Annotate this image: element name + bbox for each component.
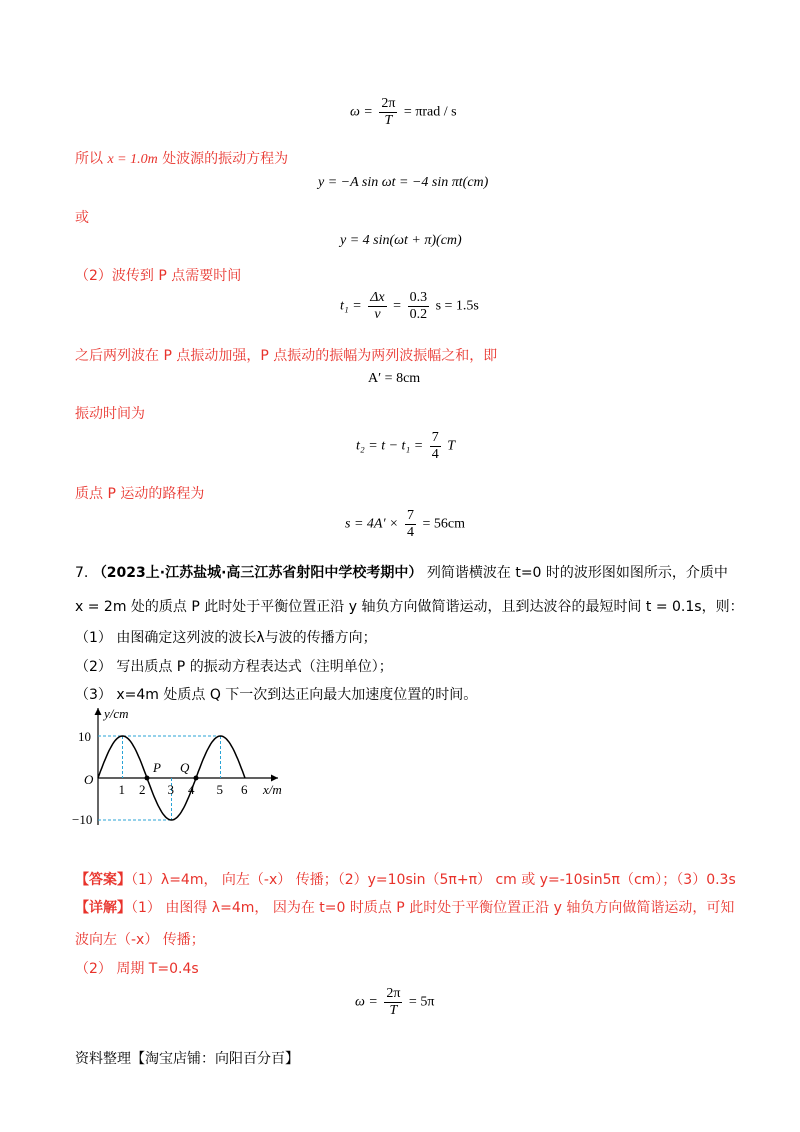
detail-line-2: 波向左（-x） 传播； xyxy=(75,932,205,948)
answer-text: （1）λ=4m， 向左（-x） 传播；（2）y=10sin（5π+π） cm 或 y=-10sin5π（cm）；（3）0.3s xyxy=(131,872,736,888)
numerator: 2π xyxy=(386,986,401,1001)
text: 处波源的振动方程为 xyxy=(162,151,289,167)
solution-line-1 xyxy=(75,148,288,168)
formula-text: s = 4A′ × xyxy=(345,516,399,532)
denominator: 0.2 xyxy=(409,307,428,322)
fraction xyxy=(405,508,416,541)
detail-text: （1） 由图得 λ=4m， 因为在 t=0 时质点 P 此时处于平衡位置正沿 y 轴负方向做简谐运动，可知 xyxy=(131,900,735,916)
question-7-header xyxy=(75,562,728,582)
point-q-label: Q xyxy=(180,760,190,775)
formula-text: ω = xyxy=(350,104,373,120)
numerator: 0.3 xyxy=(409,290,428,305)
formula-amplitude: A′ = 8cm xyxy=(368,371,421,386)
question-source: （2023上·江苏盐城·高三江苏省射阳中学校考期中） xyxy=(92,565,423,581)
denominator: v xyxy=(374,307,381,322)
fraction xyxy=(384,986,402,1019)
detail-tag: 【详解】 xyxy=(75,900,131,916)
x-axis-label: x/m xyxy=(263,782,282,797)
origin-label: O xyxy=(84,772,94,787)
x-tick-label: 1 xyxy=(118,782,125,797)
solution-line-3: 之后两列波在 P 点振动加强，P 点振动的振幅为两列波振幅之和，即 xyxy=(75,348,498,364)
inline-math: x = 1.0m xyxy=(107,152,158,167)
formula-vibration-alt: y = 4 sin(ωt + π)(cm) xyxy=(340,233,462,248)
formula-vibration-equation: y = −A sin ωt = −4 sin πt(cm) xyxy=(318,175,489,190)
solution-line-5: 质点 P 运动的路程为 xyxy=(75,486,205,502)
formula-text: = 5π xyxy=(408,994,435,1010)
formula-text: ω = xyxy=(355,994,378,1010)
formula-distance xyxy=(345,508,465,541)
point-p-label: P xyxy=(153,760,161,775)
numerator: 2π xyxy=(381,96,396,111)
point-q-marker xyxy=(194,776,199,781)
formula-text: s = 1.5s xyxy=(435,298,479,314)
y-tick-top: 10 xyxy=(78,729,91,744)
formula-text: t₂ = t − t₁ = xyxy=(356,438,424,454)
detail-line-3: （2） 周期 T=0.4s xyxy=(75,961,199,977)
denominator: 4 xyxy=(431,447,439,462)
answer-line xyxy=(75,869,736,889)
solution-line-2: （2）波传到 P 点需要时间 xyxy=(75,268,242,284)
question-stem: 列简谐横波在 t=0 时的波形图如图所示，介质中 xyxy=(426,565,728,581)
numerator: Δx xyxy=(370,290,385,305)
x-tick-label: 4 xyxy=(188,782,195,797)
y-tick-bottom: −10 xyxy=(72,812,93,827)
x-tick-label: 6 xyxy=(241,782,248,797)
fraction xyxy=(408,290,430,323)
fraction xyxy=(379,96,397,129)
formula-text: t₁ = xyxy=(340,298,362,314)
sub-question-1: （1） 由图确定这列波的波长λ与波的传播方向； xyxy=(75,630,377,646)
text: 所以 xyxy=(75,151,103,167)
formula-time-t1 xyxy=(340,290,479,323)
footer-text: 资料整理【淘宝店铺：向阳百分百】 xyxy=(75,1051,299,1067)
numerator: 7 xyxy=(431,430,439,445)
denominator: T xyxy=(389,1003,398,1018)
numerator: 7 xyxy=(406,508,414,523)
fraction xyxy=(368,290,386,323)
answer-tag: 【答案】 xyxy=(75,872,131,888)
solution-or: 或 xyxy=(75,210,89,226)
y-axis-label: y/cm xyxy=(104,706,129,721)
formula-time-t2 xyxy=(356,430,455,463)
x-tick-label: 5 xyxy=(216,782,223,797)
wave-graph xyxy=(70,700,300,835)
fraction xyxy=(430,430,441,463)
formula-omega-5pi xyxy=(355,986,434,1019)
formula-omega-pi xyxy=(350,96,457,129)
formula-text: T xyxy=(447,438,456,454)
solution-line-4: 振动时间为 xyxy=(75,406,145,422)
denominator: T xyxy=(384,113,393,128)
sub-question-3: （3） x=4m 处质点 Q 下一次到达正向最大加速度位置的时间。 xyxy=(75,687,478,703)
formula-text: = xyxy=(393,298,402,314)
detail-line-1 xyxy=(75,897,734,917)
x-tick-label: 2 xyxy=(139,782,146,797)
formula-text: = πrad / s xyxy=(403,104,457,120)
point-p-marker xyxy=(145,776,150,781)
question-stem-line-2: x = 2m 处的质点 P 此时处于平衡位置正沿 y 轴负方向做简谐运动，且到达波谷的最短时间 t = 0.1s，则： xyxy=(75,599,744,615)
denominator: 4 xyxy=(406,525,414,540)
formula-text: = 56cm xyxy=(422,516,465,532)
question-number: 7. xyxy=(75,565,89,581)
sub-question-2: （2） 写出质点 P 的振动方程表达式（注明单位）； xyxy=(75,659,393,675)
x-tick-label: 3 xyxy=(167,782,174,797)
